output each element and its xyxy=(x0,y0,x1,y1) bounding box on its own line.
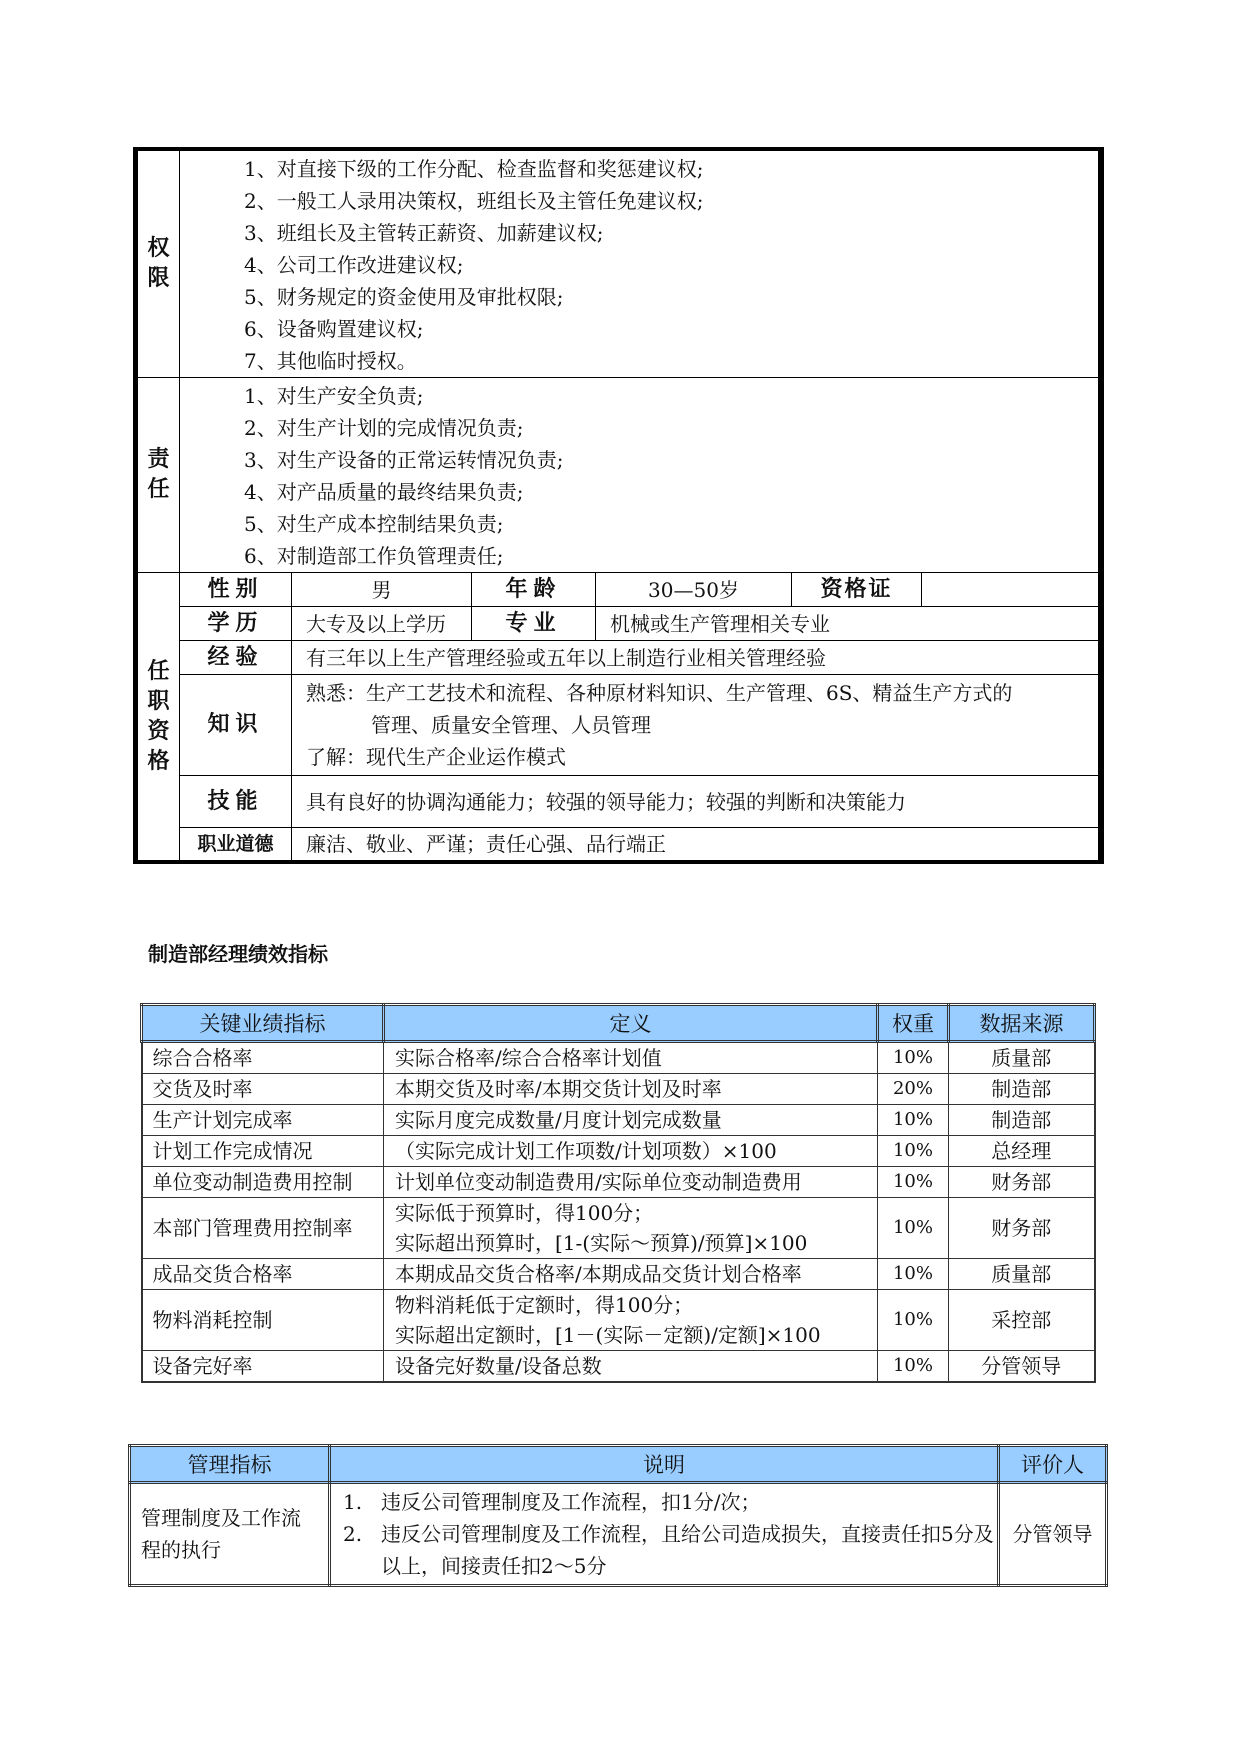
authority-row xyxy=(136,149,1102,378)
responsibility-list xyxy=(180,378,1102,573)
management-header-cell: 评价人 xyxy=(999,1446,1107,1483)
responsibility-label-char: 任 xyxy=(147,477,170,502)
authority-label xyxy=(136,149,180,378)
kpi-name: 单位变动制造费用控制 xyxy=(142,1167,384,1198)
management-row xyxy=(130,1483,1107,1586)
responsibility-item: 6、对制造部工作负管理责任; xyxy=(244,544,504,568)
certificate-value xyxy=(922,573,1102,607)
authority-item: 6、设备购置建议权; xyxy=(244,317,424,341)
kpi-table xyxy=(140,1003,1096,1383)
knowledge-label: 知识 xyxy=(180,675,292,776)
kpi-definition-line: 设备完好数量/设备总数 xyxy=(395,1354,602,1378)
responsibility-item: 2、对生产计划的完成情况负责; xyxy=(244,416,524,440)
kpi-row xyxy=(142,1351,1095,1383)
qualification-row-knowledge xyxy=(136,675,1102,776)
knowledge-line: 了解：现代生产企业运作模式 xyxy=(306,745,566,769)
management-item-text: 违反公司管理制度及工作流程，扣1分/次； xyxy=(381,1490,761,1514)
kpi-source: 质量部 xyxy=(949,1259,1095,1290)
knowledge-line: 管理、质量安全管理、人员管理 xyxy=(371,713,651,737)
kpi-definition xyxy=(384,1105,878,1136)
responsibility-label-char: 责 xyxy=(147,447,170,472)
management-header-row xyxy=(130,1446,1107,1483)
management-evaluator: 分管领导 xyxy=(999,1483,1107,1586)
kpi-source: 财务部 xyxy=(949,1167,1095,1198)
management-header-cell: 说明 xyxy=(330,1446,999,1483)
qualification-label-char: 职 xyxy=(147,688,170,714)
qualification-row-ethics xyxy=(136,828,1102,863)
kpi-row xyxy=(142,1259,1095,1290)
kpi-source: 制造部 xyxy=(949,1074,1095,1105)
kpi-row xyxy=(142,1074,1095,1105)
kpi-header-cell: 定义 xyxy=(384,1005,878,1042)
kpi-header-cell: 关键业绩指标 xyxy=(142,1005,384,1042)
kpi-definition xyxy=(384,1351,878,1383)
kpi-source: 采控部 xyxy=(949,1290,1095,1351)
management-table xyxy=(128,1444,1108,1587)
major-label: 专业 xyxy=(472,607,596,641)
section-title: 制造部经理绩效指标 xyxy=(148,942,328,966)
responsibility-row xyxy=(136,378,1102,573)
kpi-definition-line: 实际超出预算时，[1-(实际～预算)/预算]×100 xyxy=(395,1231,808,1255)
major-value: 机械或生产管理相关专业 xyxy=(596,607,1102,641)
kpi-header-cell: 数据来源 xyxy=(949,1005,1095,1042)
kpi-name: 计划工作完成情况 xyxy=(142,1136,384,1167)
authority-item: 3、班组长及主管转正薪资、加薪建议权; xyxy=(244,221,604,245)
kpi-source: 财务部 xyxy=(949,1198,1095,1259)
authority-item: 5、财务规定的资金使用及审批权限; xyxy=(244,285,564,309)
qualification-row-gender xyxy=(136,573,1102,607)
management-indicator: 管理制度及工作流程的执行 xyxy=(130,1483,330,1586)
qualification-row-education xyxy=(136,607,1102,641)
qualification-label-char: 任 xyxy=(147,658,170,684)
kpi-weight: 10% xyxy=(878,1351,949,1383)
ethics-value: 廉洁、敬业、严谨；责任心强、品行端正 xyxy=(292,828,1102,863)
qualification-label xyxy=(136,573,180,863)
age-label: 年龄 xyxy=(472,573,596,607)
kpi-row xyxy=(142,1042,1095,1074)
kpi-weight: 10% xyxy=(878,1290,949,1351)
authority-item: 1、对直接下级的工作分配、检查监督和奖惩建议权; xyxy=(244,157,704,181)
job-description-table xyxy=(133,147,1104,864)
skill-label: 技能 xyxy=(180,776,292,828)
kpi-definition-line: （实际完成计划工作项数/计划项数）×100 xyxy=(395,1139,777,1163)
kpi-name: 物料消耗控制 xyxy=(142,1290,384,1351)
authority-item: 7、其他临时授权。 xyxy=(244,349,417,373)
kpi-row xyxy=(142,1290,1095,1351)
kpi-definition xyxy=(384,1198,878,1259)
experience-value: 有三年以上生产管理经验或五年以上制造行业相关管理经验 xyxy=(292,641,1102,675)
kpi-row xyxy=(142,1167,1095,1198)
management-item-number: 2. xyxy=(343,1522,363,1546)
kpi-name: 成品交货合格率 xyxy=(142,1259,384,1290)
kpi-source: 质量部 xyxy=(949,1042,1095,1074)
kpi-source: 总经理 xyxy=(949,1136,1095,1167)
knowledge-value xyxy=(292,675,1102,776)
kpi-definition xyxy=(384,1167,878,1198)
kpi-name: 生产计划完成率 xyxy=(142,1105,384,1136)
ethics-label: 职业道德 xyxy=(180,828,292,863)
knowledge-line: 熟悉：生产工艺技术和流程、各种原材料知识、生产管理、6S、精益生产方式的 xyxy=(306,681,1013,705)
responsibility-item: 3、对生产设备的正常运转情况负责; xyxy=(244,448,564,472)
management-item xyxy=(343,1486,997,1518)
kpi-definition-line: 实际超出定额时，[1－(实际－定额)/定额]×100 xyxy=(395,1323,821,1347)
kpi-source: 分管领导 xyxy=(949,1351,1095,1383)
management-item xyxy=(343,1518,997,1582)
kpi-definition xyxy=(384,1042,878,1074)
kpi-weight: 20% xyxy=(878,1074,949,1105)
qualification-row-experience xyxy=(136,641,1102,675)
management-header-cell: 管理指标 xyxy=(130,1446,330,1483)
kpi-definition-line: 实际低于预算时，得100分； xyxy=(395,1201,654,1225)
kpi-definition xyxy=(384,1290,878,1351)
experience-label: 经验 xyxy=(180,641,292,675)
responsibility-item: 5、对生产成本控制结果负责; xyxy=(244,512,504,536)
kpi-body xyxy=(142,1042,1095,1383)
kpi-header-row xyxy=(142,1005,1095,1042)
gender-label: 性别 xyxy=(180,573,292,607)
responsibility-label xyxy=(136,378,180,573)
authority-item: 2、一般工人录用决策权，班组长及主管任免建议权; xyxy=(244,189,704,213)
education-label: 学历 xyxy=(180,607,292,641)
kpi-row xyxy=(142,1198,1095,1259)
kpi-weight: 10% xyxy=(878,1198,949,1259)
age-value: 30—50岁 xyxy=(596,573,792,607)
kpi-row xyxy=(142,1136,1095,1167)
certificate-label: 资格证 xyxy=(792,573,922,607)
kpi-weight: 10% xyxy=(878,1042,949,1074)
management-item-number: 1. xyxy=(343,1490,363,1514)
authority-label-char: 权 xyxy=(147,236,170,261)
kpi-name: 综合合格率 xyxy=(142,1042,384,1074)
education-value: 大专及以上学历 xyxy=(292,607,472,641)
management-item-text: 违反公司管理制度及工作流程，且给公司造成损失，直接责任扣5分及以上，间接责任扣2～5分 xyxy=(381,1522,994,1578)
kpi-weight: 10% xyxy=(878,1136,949,1167)
kpi-definition xyxy=(384,1074,878,1105)
kpi-header-cell: 权重 xyxy=(878,1005,949,1042)
kpi-name: 本部门管理费用控制率 xyxy=(142,1198,384,1259)
authority-item: 4、公司工作改进建议权; xyxy=(244,253,464,277)
kpi-definition xyxy=(384,1259,878,1290)
responsibility-item: 4、对产品质量的最终结果负责; xyxy=(244,480,524,504)
kpi-row xyxy=(142,1105,1095,1136)
kpi-definition-line: 物料消耗低于定额时，得100分； xyxy=(395,1293,694,1317)
kpi-definition xyxy=(384,1136,878,1167)
authority-list xyxy=(180,149,1102,378)
kpi-definition-line: 计划单位变动制造费用/实际单位变动制造费用 xyxy=(395,1170,802,1194)
kpi-definition-line: 本期交货及时率/本期交货计划及时率 xyxy=(395,1077,722,1101)
qualification-row-skill xyxy=(136,776,1102,828)
skill-value: 具有良好的协调沟通能力；较强的领导能力；较强的判断和决策能力 xyxy=(292,776,1102,828)
kpi-definition-line: 实际月度完成数量/月度计划完成数量 xyxy=(395,1108,722,1132)
kpi-name: 交货及时率 xyxy=(142,1074,384,1105)
qualification-label-char: 资 xyxy=(147,718,170,744)
kpi-definition-line: 实际合格率/综合合格率计划值 xyxy=(395,1046,662,1070)
kpi-weight: 10% xyxy=(878,1167,949,1198)
management-description xyxy=(330,1483,999,1586)
authority-label-char: 限 xyxy=(147,266,170,291)
kpi-source: 制造部 xyxy=(949,1105,1095,1136)
kpi-definition-line: 本期成品交货合格率/本期成品交货计划合格率 xyxy=(395,1262,802,1286)
qualification-label-char: 格 xyxy=(147,748,170,774)
kpi-weight: 10% xyxy=(878,1259,949,1290)
kpi-name: 设备完好率 xyxy=(142,1351,384,1383)
kpi-weight: 10% xyxy=(878,1105,949,1136)
gender-value: 男 xyxy=(292,573,472,607)
responsibility-item: 1、对生产安全负责; xyxy=(244,384,424,408)
